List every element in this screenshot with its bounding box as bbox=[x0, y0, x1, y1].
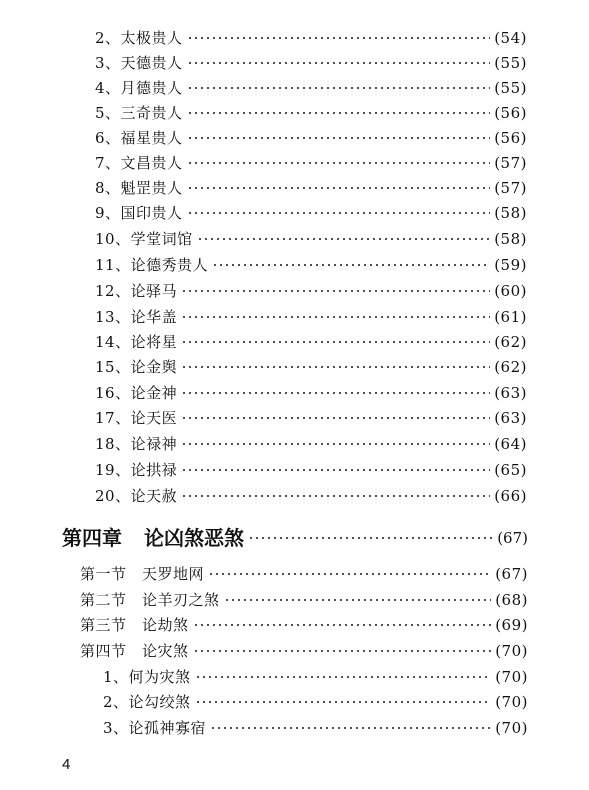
toc-item[interactable] bbox=[103, 666, 528, 688]
toc-page-number: (57) bbox=[494, 154, 527, 172]
dot-leader bbox=[181, 443, 490, 445]
toc-item-label: 5、三奇贵人 bbox=[95, 104, 183, 122]
dot-leader bbox=[195, 701, 492, 703]
toc-item[interactable] bbox=[95, 228, 527, 250]
dot-leader bbox=[187, 162, 491, 164]
toc-section[interactable] bbox=[80, 640, 528, 662]
toc-item[interactable] bbox=[95, 202, 527, 224]
dot-leader bbox=[181, 495, 490, 497]
toc-item[interactable] bbox=[95, 102, 527, 124]
toc-item-label: 6、福星贵人 bbox=[95, 129, 183, 147]
toc-item-label: 4、月德贵人 bbox=[95, 79, 183, 97]
toc-item[interactable] bbox=[95, 280, 527, 302]
toc-item[interactable] bbox=[103, 717, 528, 739]
toc-item-label: 7、文昌贵人 bbox=[95, 154, 183, 172]
dot-leader bbox=[187, 187, 491, 189]
toc-item-label: 18、论禄神 bbox=[95, 435, 178, 453]
toc-item[interactable] bbox=[95, 152, 527, 174]
toc-item-label: 20、论天赦 bbox=[95, 487, 178, 505]
toc-page-number: (67) bbox=[495, 565, 528, 583]
toc-item-label: 14、论将星 bbox=[95, 333, 178, 351]
toc-page-number: (70) bbox=[495, 668, 528, 686]
chapter-number: 第四章 bbox=[62, 526, 122, 550]
toc-page-number: (58) bbox=[494, 204, 527, 222]
toc-item-label: 8、魁罡贵人 bbox=[95, 179, 183, 197]
toc-page-number: (56) bbox=[494, 129, 527, 147]
toc-item[interactable] bbox=[95, 52, 527, 74]
toc-item[interactable] bbox=[95, 356, 527, 378]
toc-item[interactable] bbox=[95, 331, 527, 353]
toc-item-label: 13、论华盖 bbox=[95, 308, 178, 326]
toc-page-number: (68) bbox=[495, 591, 528, 609]
dot-leader bbox=[187, 87, 491, 89]
dot-leader bbox=[181, 392, 490, 394]
toc-page-number: (54) bbox=[494, 29, 527, 47]
dot-leader bbox=[197, 238, 491, 240]
toc-item[interactable] bbox=[95, 127, 527, 149]
toc-page-number: (66) bbox=[494, 487, 527, 505]
toc-item[interactable] bbox=[95, 27, 527, 49]
dot-leader bbox=[181, 469, 490, 471]
toc-page-number: (70) bbox=[495, 719, 528, 737]
dot-leader bbox=[248, 537, 493, 539]
dot-leader bbox=[181, 341, 490, 343]
toc-item-label: 9、国印贵人 bbox=[95, 204, 183, 222]
toc-section-label: 第三节 论劫煞 bbox=[80, 616, 189, 634]
dot-leader bbox=[181, 417, 490, 419]
toc-page-number: (58) bbox=[494, 230, 527, 248]
toc-item-label: 2、论勾绞煞 bbox=[103, 693, 191, 711]
toc-page-number: (70) bbox=[495, 642, 528, 660]
toc-page-number: (63) bbox=[494, 409, 527, 427]
dot-leader bbox=[187, 62, 491, 64]
toc-section[interactable] bbox=[80, 563, 528, 585]
toc-page-number: (55) bbox=[494, 54, 527, 72]
toc-item-label: 17、论天医 bbox=[95, 409, 178, 427]
toc-item[interactable] bbox=[95, 306, 527, 328]
toc-page-number: (64) bbox=[494, 435, 527, 453]
toc-page-number: (59) bbox=[494, 256, 527, 274]
toc-item-label: 2、太极贵人 bbox=[95, 29, 183, 47]
toc-item-label: 19、论拱禄 bbox=[95, 461, 178, 479]
dot-leader bbox=[212, 264, 490, 266]
toc-item[interactable] bbox=[95, 77, 527, 99]
chapter-heading[interactable] bbox=[62, 524, 528, 552]
dot-leader bbox=[210, 727, 491, 729]
toc-page-number: (60) bbox=[494, 282, 527, 300]
toc-item[interactable] bbox=[95, 433, 527, 455]
dot-leader bbox=[193, 624, 492, 626]
toc-section-label: 第一节 天罗地网 bbox=[80, 565, 205, 583]
dot-leader bbox=[208, 573, 491, 575]
toc-item[interactable] bbox=[103, 691, 528, 713]
dot-leader bbox=[181, 316, 490, 318]
page-number: 4 bbox=[62, 756, 71, 773]
toc-section[interactable] bbox=[80, 614, 528, 636]
toc-page-number: (61) bbox=[494, 308, 527, 326]
toc-page-number: (67) bbox=[497, 529, 528, 547]
toc-item-label: 12、论驿马 bbox=[95, 282, 178, 300]
toc-page-number: (69) bbox=[495, 616, 528, 634]
toc-section-label: 第二节 论羊刃之煞 bbox=[80, 591, 220, 609]
chapter-title: 论凶煞恶煞 bbox=[144, 526, 244, 550]
dot-leader bbox=[187, 37, 491, 39]
toc-item-label: 3、天德贵人 bbox=[95, 54, 183, 72]
toc-page-number: (55) bbox=[494, 79, 527, 97]
toc-item[interactable] bbox=[95, 177, 527, 199]
toc-item-label: 16、论金神 bbox=[95, 384, 178, 402]
toc-page-number: (57) bbox=[494, 179, 527, 197]
toc-item-label: 10、学堂词馆 bbox=[95, 230, 193, 248]
dot-leader bbox=[224, 599, 492, 601]
toc-item-label: 11、论德秀贵人 bbox=[95, 256, 209, 274]
toc-section-label: 第四节 论灾煞 bbox=[80, 642, 189, 660]
toc-item-label: 1、何为灾煞 bbox=[103, 668, 191, 686]
toc-item[interactable] bbox=[95, 407, 527, 429]
toc-page-number: (70) bbox=[495, 693, 528, 711]
toc-page-number: (62) bbox=[494, 358, 527, 376]
toc-page-number: (62) bbox=[494, 333, 527, 351]
toc-section[interactable] bbox=[80, 589, 528, 611]
dot-leader bbox=[195, 676, 492, 678]
toc-item[interactable] bbox=[95, 254, 527, 276]
dot-leader bbox=[187, 137, 491, 139]
toc-item[interactable] bbox=[95, 382, 527, 404]
toc-item[interactable] bbox=[95, 485, 527, 507]
toc-page-number: (63) bbox=[494, 384, 527, 402]
dot-leader bbox=[187, 112, 491, 114]
dot-leader bbox=[181, 366, 490, 368]
dot-leader bbox=[181, 290, 490, 292]
dot-leader bbox=[193, 650, 492, 652]
toc-page-number: (56) bbox=[494, 104, 527, 122]
toc-item-label: 3、论孤神寡宿 bbox=[103, 719, 207, 737]
toc-item[interactable] bbox=[95, 459, 527, 481]
toc-page-number: (65) bbox=[494, 461, 527, 479]
dot-leader bbox=[187, 212, 491, 214]
toc-item-label: 15、论金舆 bbox=[95, 358, 178, 376]
